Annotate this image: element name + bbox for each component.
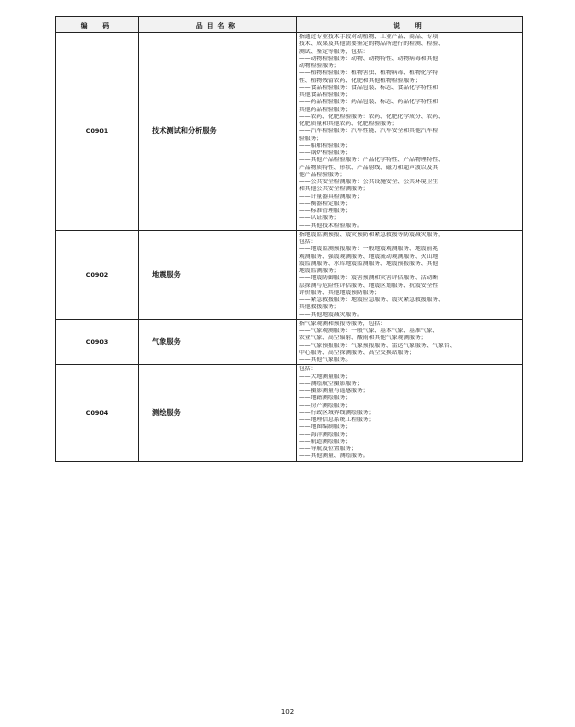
description-line: 化肥质量和其他农药、化肥检验服务； <box>299 121 398 127</box>
description-line: ——地震监测预报服务：一般地震观测服务、地震前兆 <box>299 246 439 253</box>
item-description <box>297 319 523 365</box>
description-line: ——农药、化肥检验服务：农药、化肥化学成分、农药、 <box>299 113 444 120</box>
item-code: C0901 <box>56 33 139 231</box>
page-number: 102 <box>280 708 295 716</box>
description-line: ——药品检验服务：药品包装、标志、药品化学特性和 <box>299 99 439 106</box>
description-line: ——房产测绘服务； <box>299 402 352 409</box>
item-name: 技术测试和分析服务 <box>139 33 297 231</box>
item-code: C0903 <box>56 319 139 365</box>
description-line: 包括： <box>299 239 317 245</box>
description-line: ——衡器检定服务； <box>299 200 352 207</box>
description-line: ——地籍测绘服务； <box>299 395 352 402</box>
description-line: 农业气象、高空辐射、酸雨和其他气象观测服务； <box>299 335 427 342</box>
item-name: 测绘服务 <box>139 365 297 461</box>
table-row <box>56 365 523 461</box>
description-line: 中心服务、高空探测服务、高空交换站服务； <box>299 349 415 356</box>
description-line: 震监测服务、水库地震监测服务、地震预报服务、其他 <box>299 260 439 267</box>
table-header-row <box>56 17 523 33</box>
description-line: ——大地测量服务； <box>299 373 352 380</box>
description-line: ——其他地震减灾服务。 <box>299 311 363 318</box>
description-line: ——导航及位置服务； <box>299 446 357 452</box>
description-line: ——标准管理服务； <box>299 208 352 214</box>
description-line: 指气象观测和预报等服务，包括： <box>299 320 386 327</box>
description-line: ——植物检验服务：植物害虫、植物病毒、植物化学特 <box>299 70 439 77</box>
item-description <box>297 365 523 461</box>
description-line: ——其他气象服务。 <box>299 357 352 363</box>
item-description <box>297 33 523 231</box>
description-line: ——动物检验服务：动物、动物特性、动物病毒和其他 <box>299 55 439 62</box>
description-line: 性、植物残留农药、化肥和其他植物检验服务； <box>299 77 421 84</box>
description-line: 验服务； <box>299 135 323 142</box>
description-line: 产品物质特性、形状、产品射线、磁力和超声波以及其 <box>299 164 439 171</box>
description-line: ——气象预报服务：气象预报服务、雷达气象服务、气象台、 <box>299 342 456 349</box>
description-line: ——摄影测量与遥感服务； <box>299 388 369 394</box>
description-line: ——紧急救援服务：地震应急服务、震灾紧急救援服务、 <box>299 297 444 303</box>
item-name: 气象服务 <box>139 319 297 365</box>
description-line: 指通过专业技术手段对动植物、工业产品、商品、专项 <box>299 34 439 40</box>
description-line: 观测服务、强震观测服务、地震流动观测服务、火山地 <box>299 253 439 260</box>
description-line: 其他食品检验服务； <box>299 92 352 98</box>
header-code: 编 码 <box>56 17 139 33</box>
description-line: ——地理信息系统工程服务； <box>299 417 375 423</box>
header-description: 说 明 <box>297 17 523 33</box>
description-line: 评价服务、其他地震预防服务； <box>299 289 381 296</box>
description-line: 层探测与危险性评估服务、地震区划服务、抗震安全性 <box>299 282 439 289</box>
description-line: 技术、成果及其他需要鉴定的物品所进行的检测、检验、 <box>299 41 444 48</box>
header-name: 品目名称 <box>139 17 297 33</box>
item-name: 地震服务 <box>139 230 297 319</box>
description-line: ——海洋测绘服务； <box>299 431 352 438</box>
description-line: ——地图编制服务； <box>299 424 352 431</box>
description-line: ——汽车检验服务：汽车性能、汽车安全和其他汽车检 <box>299 128 439 135</box>
description-line: ——测绘航空摄影服务； <box>299 380 363 387</box>
description-line: 其他药品检验服务； <box>299 106 352 113</box>
table-row <box>56 33 523 231</box>
description-line: ——行政区域界线测绘服务； <box>299 409 375 416</box>
description-line: ——地震防御服务：震害预测和灾害评估服务、活动断 <box>299 275 439 282</box>
description-line: 他产品检验服务； <box>299 171 346 178</box>
description-line: ——气象观测服务：一般气象、基本气象、基准气象、 <box>299 328 439 334</box>
description-line: 其他救援服务； <box>299 304 340 311</box>
description-line: ——船舶检验服务； <box>299 142 352 149</box>
description-line: ——计量器具检测服务； <box>299 193 363 200</box>
description-line: ——其他技术检验服务。 <box>299 222 363 229</box>
description-line: ——航道测绘服务； <box>299 438 352 445</box>
description-line: 和其他公共安全检测服务； <box>299 186 369 193</box>
description-line: ——其他测量、测绘服务。 <box>299 453 369 460</box>
catalog-table <box>55 16 523 462</box>
description-line: ——公共安全检测服务：公共设施安全、公共环境卫生 <box>299 179 439 185</box>
description-line: ——食品检验服务：食品包装、标志、食品化学特性和 <box>299 84 439 91</box>
description-line: ——其他产品检验服务：产品化学特性、产品物理特性、 <box>299 157 444 164</box>
description-line: ——认证服务； <box>299 215 340 222</box>
item-code: C0902 <box>56 230 139 319</box>
table-row <box>56 319 523 365</box>
description-line: 包括： <box>299 366 317 373</box>
description-line: 指地震监测预报、震灾预防和紧急救援等防震减灾服务， <box>299 231 444 238</box>
table-row <box>56 230 523 319</box>
description-line: ——锅炉检验服务； <box>299 150 352 156</box>
description-line: 地震监测服务； <box>299 268 340 274</box>
item-description <box>297 230 523 319</box>
description-line: 动物检验服务； <box>299 63 340 69</box>
description-line: 测试、鉴定等服务，包括： <box>299 48 369 55</box>
item-code: C0904 <box>56 365 139 461</box>
